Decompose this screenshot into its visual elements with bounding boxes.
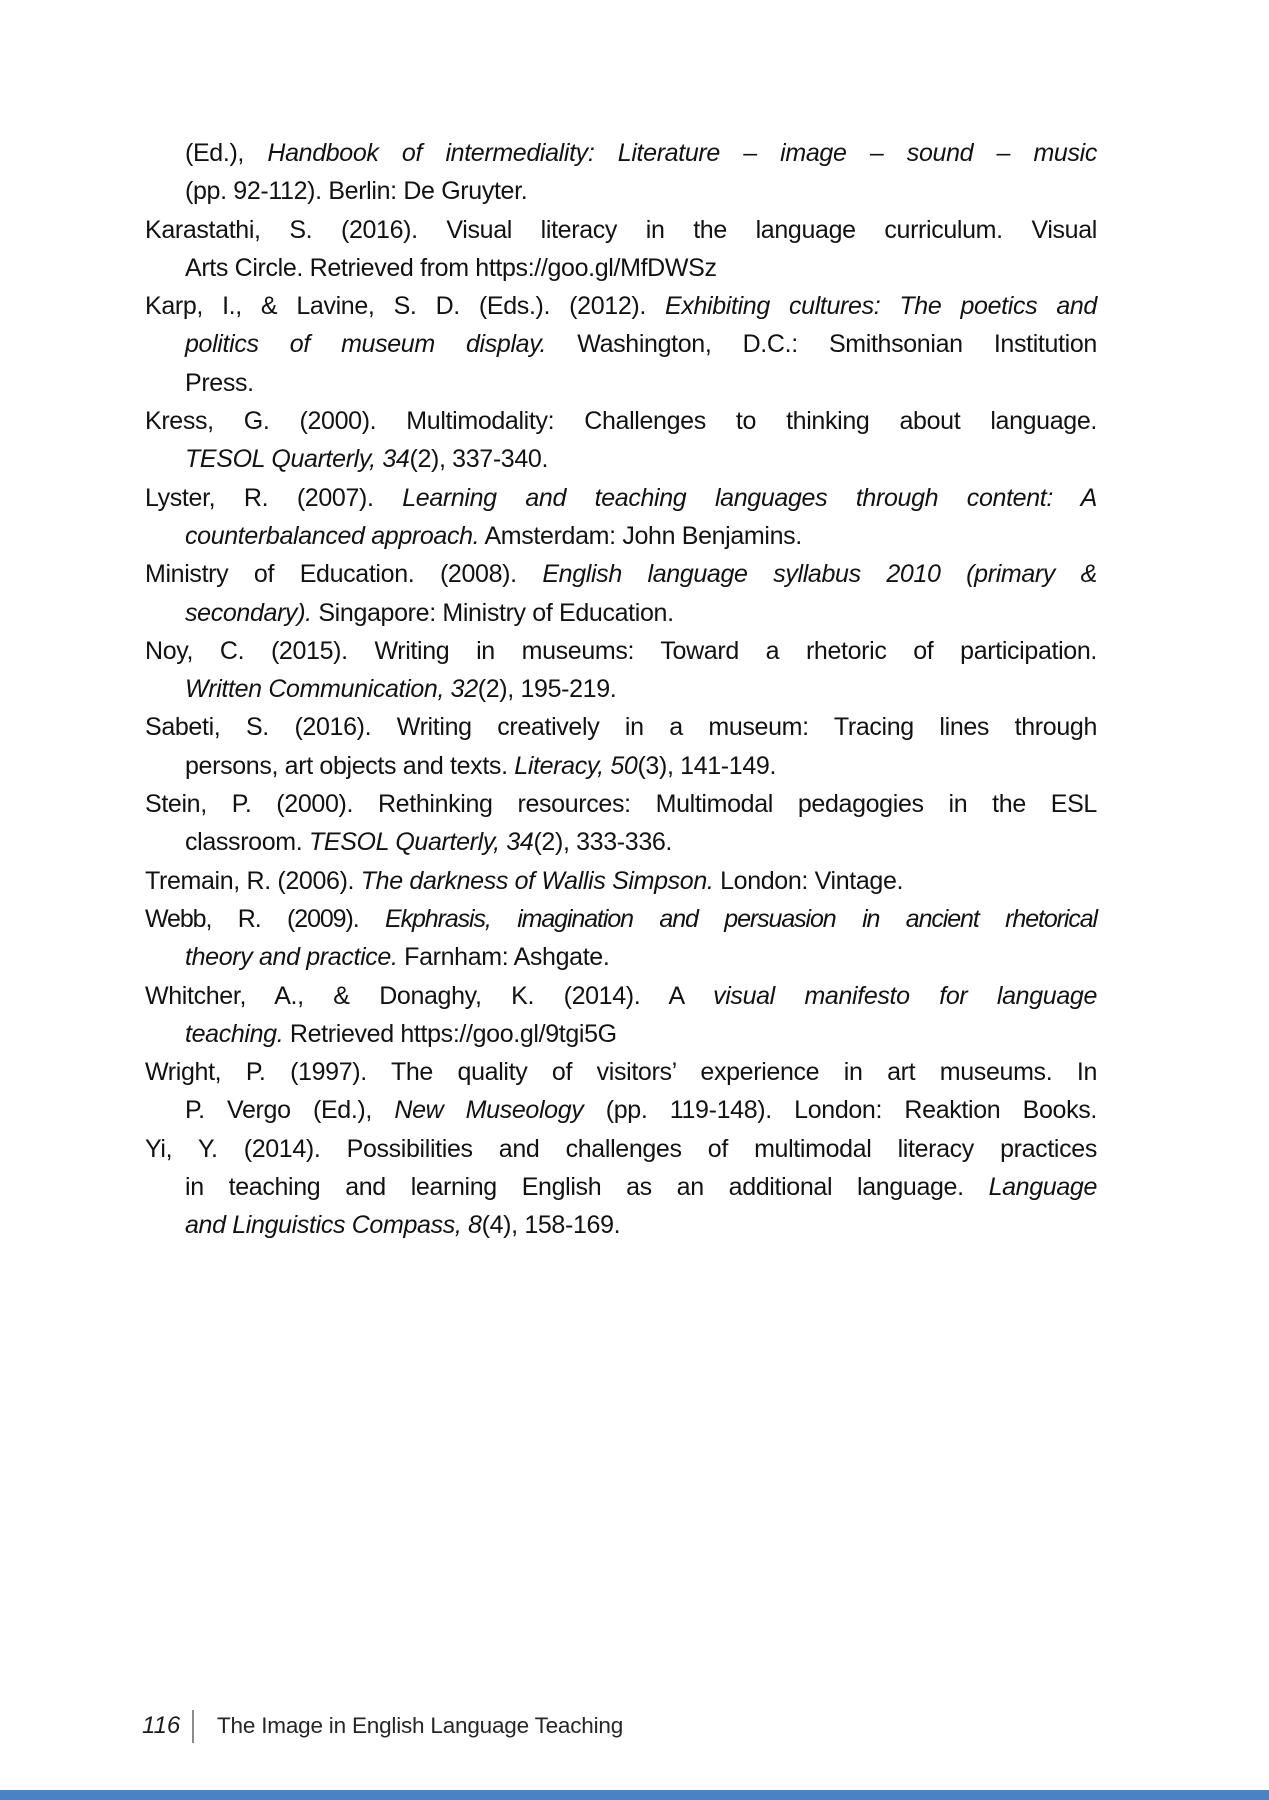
reference-line — [145, 708, 1097, 746]
reference-title-segment: secondary). — [185, 598, 312, 627]
reference-text-segment: (2), 195-219. — [477, 675, 617, 704]
reference-title-segment: and Linguistics Compass, 8 — [185, 1211, 482, 1240]
reference-text-segment: (4), 158-169. — [481, 1211, 621, 1240]
references-list — [145, 134, 1097, 1245]
reference-title-segment: theory and practice. — [185, 943, 398, 972]
reference-line — [145, 211, 1097, 249]
reference-text-segment: Amsterdam: John Benjamins. — [479, 521, 802, 550]
reference-text-segment: Karp, I., & Lavine, S. D. (Eds.). (2012). — [145, 292, 666, 321]
reference-title-segment: Ekphrasis, imagination and persuasion in ancient rhetorical — [385, 904, 1097, 933]
bottom-accent-bar — [0, 1790, 1269, 1800]
reference-title-segment: teaching. — [185, 1019, 284, 1048]
reference-text-segment: Washington, D.C.: Smithsonian Institution — [546, 330, 1097, 359]
reference-line — [145, 1130, 1097, 1168]
book-title: The Image in English Language Teaching — [217, 1713, 624, 1738]
reference-text-segment: (pp. 92-112). Berlin: De Gruyter. — [185, 177, 528, 206]
reference-line — [145, 287, 1097, 325]
reference-text-segment: Press. — [185, 368, 254, 397]
reference-title-segment: Handbook of intermediality: Literature – image – sound – music — [267, 139, 1097, 167]
reference-line — [145, 1053, 1097, 1091]
reference-title-segment: Language — [988, 1173, 1097, 1202]
reference-text-segment: persons, art objects and texts. — [185, 751, 515, 780]
page-footer — [142, 1708, 623, 1744]
reference-title-segment: TESOL Quarterly, 34 — [185, 445, 410, 474]
reference-line — [185, 134, 1097, 172]
reference-text-segment: Whitcher, A., & Donaghy, K. (2014). A — [145, 981, 714, 1010]
page-number: 116 — [142, 1712, 181, 1739]
reference-text-segment: Wright, P. (1997). The quality of visitors’ experience in art museums. In — [145, 1058, 1097, 1087]
reference-text-segment: Arts Circle. Retrieved from https://goo.gl/MfDWSz — [185, 253, 717, 282]
reference-text-segment: (pp. 119-148). London: Reaktion Books. — [583, 1096, 1097, 1125]
reference-title-segment: English language syllabus 2010 (primary & — [542, 560, 1097, 589]
reference-line — [185, 172, 1097, 210]
reference-line — [185, 1206, 1097, 1244]
reference-line — [185, 440, 1097, 478]
reference-title-segment: counterbalanced approach. — [185, 521, 480, 550]
reference-text-segment: (3), 141-149. — [637, 751, 777, 780]
reference-text-segment: (2), 333-336. — [533, 828, 673, 857]
reference-line — [185, 1091, 1097, 1129]
reference-line — [145, 402, 1097, 440]
reference-title-segment: Learning and teaching languages through content: A — [402, 483, 1097, 512]
reference-title-segment: New Museology — [394, 1096, 584, 1125]
reference-title-segment: Exhibiting cultures: The poetics and — [665, 292, 1097, 321]
reference-title-segment: TESOL Quarterly, 34 — [308, 828, 534, 857]
reference-text-segment: Tremain, R. (2006). — [145, 866, 361, 895]
reference-text-segment: Noy, C. (2015). Writing in museums: Toward a rhetoric of participation. — [145, 636, 1097, 665]
reference-text-segment: Lyster, R. (2007). — [145, 483, 403, 512]
reference-text-segment: Farnham: Ashgate. — [397, 943, 610, 972]
reference-text-segment: Yi, Y. (2014). Possibilities and challenges of multimodal literacy practices — [145, 1134, 1097, 1163]
reference-title-segment: Literacy, 50 — [514, 751, 638, 780]
reference-line — [145, 632, 1097, 670]
reference-line — [145, 555, 1097, 593]
reference-title-segment: visual manifesto for language — [713, 981, 1098, 1010]
reference-line — [185, 325, 1097, 363]
reference-text-segment: Stein, P. (2000). Rethinking resources: Multimodal pedagogies in the ESL — [145, 790, 1097, 819]
reference-line — [145, 479, 1097, 517]
reference-line — [145, 900, 1097, 938]
reference-text-segment: classroom. — [185, 828, 309, 857]
reference-line — [185, 747, 1097, 785]
reference-line — [185, 249, 1097, 287]
reference-title-segment: The darkness of Wallis Simpson. — [360, 866, 714, 895]
reference-line — [185, 364, 1097, 402]
reference-line — [185, 823, 1097, 861]
reference-text-segment: Retrieved https://goo.gl/9tgi5G — [283, 1019, 617, 1048]
reference-line — [185, 517, 1097, 555]
reference-text-segment: P. Vergo (Ed.), — [185, 1096, 395, 1125]
reference-text-segment: Karastathi, S. (2016). Visual literacy in the language curriculum. Visual — [145, 215, 1097, 244]
reference-line — [185, 670, 1097, 708]
reference-text-segment: in teaching and learning English as an additional language. — [185, 1173, 989, 1202]
reference-text-segment: (2), 337-340. — [409, 445, 549, 474]
reference-text-segment: Singapore: Ministry of Education. — [311, 598, 674, 627]
reference-line — [185, 938, 1097, 976]
reference-text-segment: Webb, R. (2009). — [145, 904, 386, 933]
reference-title-segment: Written Communication, 32 — [185, 675, 478, 704]
reference-line — [145, 785, 1097, 823]
reference-line — [145, 977, 1097, 1015]
reference-text-segment: London: Vintage. — [713, 866, 904, 895]
reference-text-segment: Kress, G. (2000). Multimodality: Challenges to thinking about language. — [145, 407, 1097, 436]
reference-line — [185, 594, 1097, 632]
reference-line — [145, 862, 1097, 900]
reference-line — [185, 1015, 1097, 1053]
reference-text-segment: Sabeti, S. (2016). Writing creatively in a museum: Tracing lines through — [145, 713, 1097, 742]
reference-title-segment: politics of museum display. — [185, 330, 547, 359]
footer-divider — [192, 1710, 194, 1743]
reference-line — [185, 1168, 1097, 1206]
reference-text-segment: (Ed.), — [185, 139, 268, 167]
reference-text-segment: Ministry of Education. (2008). — [145, 560, 543, 589]
